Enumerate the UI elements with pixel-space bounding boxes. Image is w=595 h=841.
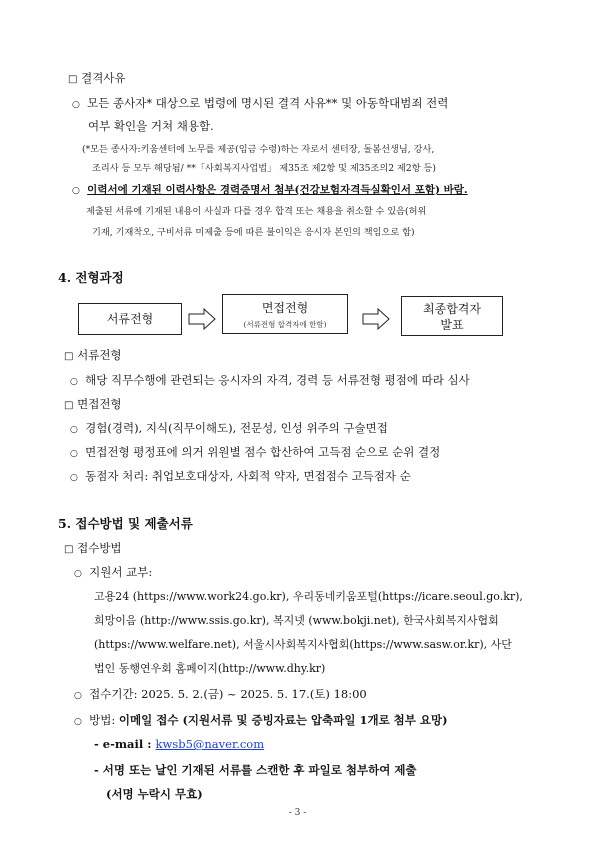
disqualification-note-1-continued: 조리사 등 모두 해당됨/ **「사회복지사업법」 제35조 제2항 및 제35조의2 제2항 등)	[92, 163, 436, 174]
application-how: ○ 방법: 이메일 접수 (지원서류 및 증빙자료는 압축파일 1개로 첨부 요망)	[74, 713, 448, 727]
flow-arrow-icon	[188, 308, 216, 330]
interview-item-3: ○ 동점자 처리: 취업보호대상자, 사회적 약자, 면접점수 고득점자 순	[70, 469, 411, 483]
email-link[interactable]: kwsb5@naver.com	[155, 737, 265, 751]
email-line: - e-mail : kwsb5@naver.com	[94, 737, 265, 751]
disqualification-note-2-continued: 기재, 기재착오, 구비서류 미제출 등에 따른 불이익은 응시자 본인의 책임으로 함)	[92, 227, 415, 238]
signature-requirement: - 서명 또는 날인 기재된 서류를 스캔한 후 파일로 첨부하여 제출	[94, 763, 417, 777]
interview-screening-title: □ 면접전형	[64, 397, 122, 411]
section-5-heading: 5. 접수방법 및 제출서류	[58, 516, 193, 531]
page-number: - 3 -	[288, 808, 307, 818]
section-4-heading: 4. 전형과정	[58, 270, 124, 285]
document-screening-item: ○ 해당 직무수행에 관련되는 응시자의 자격, 경력 등 서류전형 평점에 따라 심사	[70, 373, 470, 387]
form-distribution-line: 희망이음 (http://www.ssis.go.kr), 복지넷 (www.bokji.net), 한국사회복지사협회	[94, 614, 499, 627]
flow-step-interview: 면접전형 (서류전형 합격자에 한함)	[222, 294, 348, 334]
application-period: ○ 접수기간: 2025. 5. 2.(금) ~ 2025. 5. 17.(토) 18:00	[74, 687, 367, 701]
document-screening-title: □ 서류전형	[64, 348, 122, 362]
disqualification-note-2: 제출된 서류에 기재된 내용이 사실과 다를 경우 합격 또는 채용을 취소할 수 있음(허위	[86, 206, 427, 217]
interview-item-1: ○ 경험(경력), 지식(직무이해도), 전문성, 인성 위주의 구술면접	[70, 421, 388, 435]
disqualification-section-title: □ 결격사유	[68, 71, 126, 85]
disqualification-item-1-continued: 여부 확인을 거쳐 채용함.	[88, 119, 214, 133]
signature-requirement-note: (서명 누락시 무효)	[106, 787, 203, 801]
interview-item-2: ○ 면접전형 평정표에 의거 위원별 점수 합산하여 고득점 순으로 순위 결정	[70, 445, 441, 459]
form-distribution-line: 고용24 (https://www.work24.go.kr), 우리동네키움포털(https://icare.seoul.go.kr),	[94, 590, 523, 603]
form-distribution-line: (https://www.welfare.net), 서울시사회복지사협회(https://www.sasw.or.kr), 사단	[94, 638, 512, 651]
application-method-title: □ 접수방법	[64, 541, 122, 555]
disqualification-note-1: (*모든 종사자:키움센터에 노무를 제공(임금 수령)하는 자로서 센터장, 돌봄선생님, 강사,	[82, 144, 435, 155]
form-distribution-line: 법인 동행연우회 홈페이지(http://www.dhy.kr)	[94, 662, 326, 675]
form-distribution-label: ○ 지원서 교부:	[74, 565, 153, 579]
disqualification-item-2: ○ 이력서에 기재된 이력사항은 경력증명서 첨부(건강보험자격득실확인서 포함) 바람.	[72, 184, 468, 196]
disqualification-item-1: ○ 모든 종사자* 대상으로 법령에 명시된 결격 사유** 및 아동학대범죄 전력	[72, 96, 449, 110]
flow-step-final-announcement: 최종합격자 발표	[401, 296, 503, 336]
flow-step-document-screening: 서류전형	[78, 303, 182, 335]
flow-arrow-icon	[362, 308, 390, 330]
